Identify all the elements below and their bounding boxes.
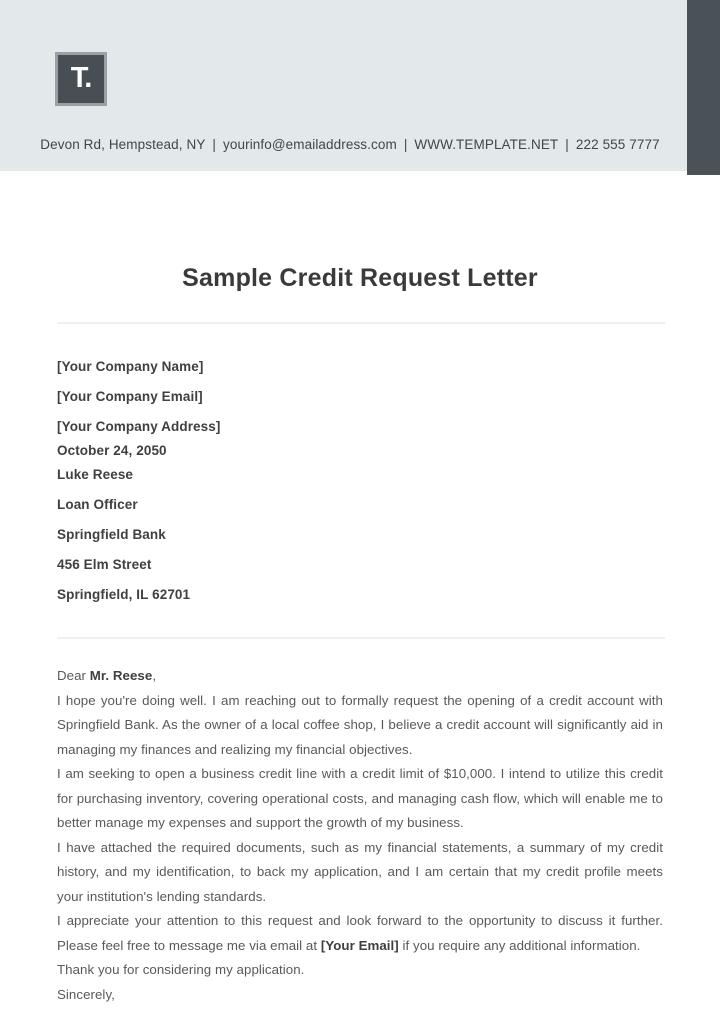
paragraph-credit-line: I am seeking to open a business credit line with a credit limit of $10,000. I intend to utilize this credit for purchasing inventory, covering operational costs, and managing cash flow, which will enable me to better manage my expenses and support the growth of my business. bbox=[57, 766, 663, 830]
paragraph-intro: I hope you're doing well. I am reaching out to formally request the opening of a credit account with Springfield Bank. As the owner of a local coffee shop, I believe a credit account will significantly aid in managing my finances and realizing my financial objectives. bbox=[57, 692, 663, 757]
paragraph-documents: I have attached the required documents, such as my financial statements, a summary of my credit history, and my identification, to back my application, and I am certain that my credit profile meets your institution's lending standards. bbox=[57, 839, 663, 904]
recipient-street-line: 456 Elm Street bbox=[57, 557, 152, 572]
paragraph-closing-request bbox=[57, 909, 663, 958]
contact-phone: 222 555 7777 bbox=[575, 137, 660, 152]
thank-you-line: Thank you for considering my application. bbox=[57, 962, 305, 977]
contact-line bbox=[0, 137, 700, 152]
contact-separator: | bbox=[565, 137, 569, 152]
contact-website: WWW.TEMPLATE.NET bbox=[414, 137, 559, 152]
contact-email: yourinfo@emailaddress.com bbox=[223, 137, 397, 152]
contact-separator: | bbox=[212, 137, 217, 152]
letter-body bbox=[57, 664, 663, 1007]
recipient-block bbox=[57, 355, 220, 607]
recipient-company-line: Springfield Bank bbox=[57, 527, 166, 542]
recipient-line: [Your Company Address] bbox=[57, 419, 221, 434]
divider-top bbox=[57, 322, 665, 324]
date-line: October 24, 2050 bbox=[57, 443, 167, 458]
salutation-prefix: Dear bbox=[57, 668, 90, 683]
recipient-line: [Your Company Name] bbox=[57, 359, 204, 374]
divider-bottom bbox=[57, 637, 665, 639]
closing-request-text-after: if you require any additional information. bbox=[398, 937, 641, 953]
recipient-name-line: Luke Reese bbox=[57, 467, 134, 482]
salutation-suffix: , bbox=[152, 668, 157, 683]
recipient-title-line: Loan Officer bbox=[57, 497, 138, 512]
recipient-line: [Your Company Email] bbox=[57, 389, 203, 404]
salutation bbox=[57, 664, 663, 689]
closing-request-text: I appreciate your attention to this request and look forward to the opportunity to discuss it further. Please feel free to message me via email at bbox=[57, 913, 663, 953]
page-title: Sample Credit Request Letter bbox=[182, 264, 538, 292]
contact-separator: | bbox=[403, 137, 408, 152]
sign-off: Sincerely, bbox=[57, 986, 115, 1002]
your-email-placeholder: [Your Email] bbox=[320, 937, 399, 953]
contact-address: Devon Rd, Hempstead, NY bbox=[40, 137, 206, 152]
brand-logo-text: T. bbox=[70, 61, 92, 94]
salutation-name: Mr. Reese bbox=[89, 668, 153, 683]
recipient-city-line: Springfield, IL 62701 bbox=[57, 587, 191, 602]
brand-logo bbox=[55, 52, 107, 106]
